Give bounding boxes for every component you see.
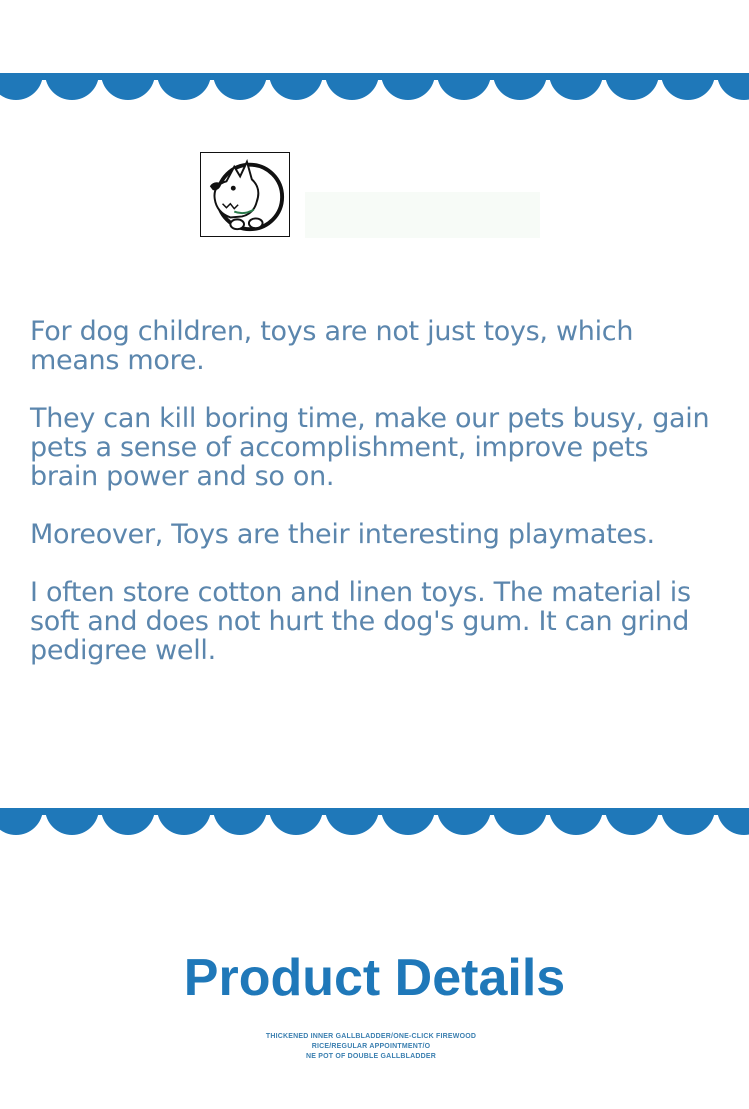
scallop	[549, 73, 603, 100]
scallop	[381, 73, 435, 100]
faded-watermark	[305, 192, 540, 238]
scallop	[381, 808, 435, 835]
scallop	[269, 808, 323, 835]
product-details-title: Product Details	[183, 949, 566, 1007]
scallop	[549, 808, 603, 835]
subtitle-line: THICKENED INNER GALLBLADDER/ONE-CLICK FIREWOOD	[265, 1033, 477, 1040]
product-details-subtitle	[240, 1032, 502, 1062]
scallop	[605, 73, 659, 100]
scallop	[213, 808, 267, 835]
scallop	[325, 808, 379, 835]
subtitle-line: NE POT OF DOUBLE GALLBLADDER	[305, 1053, 437, 1060]
scallop	[0, 808, 43, 835]
scallop	[101, 808, 155, 835]
scallop	[101, 73, 155, 100]
scallop	[493, 808, 547, 835]
scallop	[717, 808, 749, 835]
subtitle-line: RICE/REGULAR APPOINTMENT/O	[311, 1043, 431, 1050]
intro-text	[30, 317, 720, 694]
scallop-border-top	[0, 73, 749, 103]
scallop	[717, 73, 749, 100]
scallop	[45, 73, 99, 100]
intro-paragraph: Moreover, Toys are their interesting playmates.	[30, 519, 655, 550]
dog-logo-icon	[200, 152, 290, 237]
scallop	[437, 808, 491, 835]
scallop	[661, 73, 715, 100]
scallop	[269, 73, 323, 100]
scallop	[437, 73, 491, 100]
intro-paragraph: They can kill boring time, make our pets busy, gain pets a sense of accomplishment, improve pets brain power and so on.	[30, 403, 710, 492]
scallop	[157, 808, 211, 835]
scallop	[605, 808, 659, 835]
scallop	[213, 73, 267, 100]
scallop	[157, 73, 211, 100]
scallop	[661, 808, 715, 835]
intro-paragraph: I often store cotton and linen toys. The material is soft and does not hurt the dog's gum. It can grind pedigree well.	[30, 577, 691, 666]
scallop	[0, 73, 43, 100]
scallop-border-bottom-shape	[0, 808, 749, 838]
scallop	[45, 808, 99, 835]
scallop	[493, 73, 547, 100]
scallop-border-top-shape	[0, 73, 749, 103]
scallop-border-bottom	[0, 808, 749, 838]
scallop	[325, 73, 379, 100]
intro-paragraph: For dog children, toys are not just toys, which means more.	[30, 316, 634, 376]
